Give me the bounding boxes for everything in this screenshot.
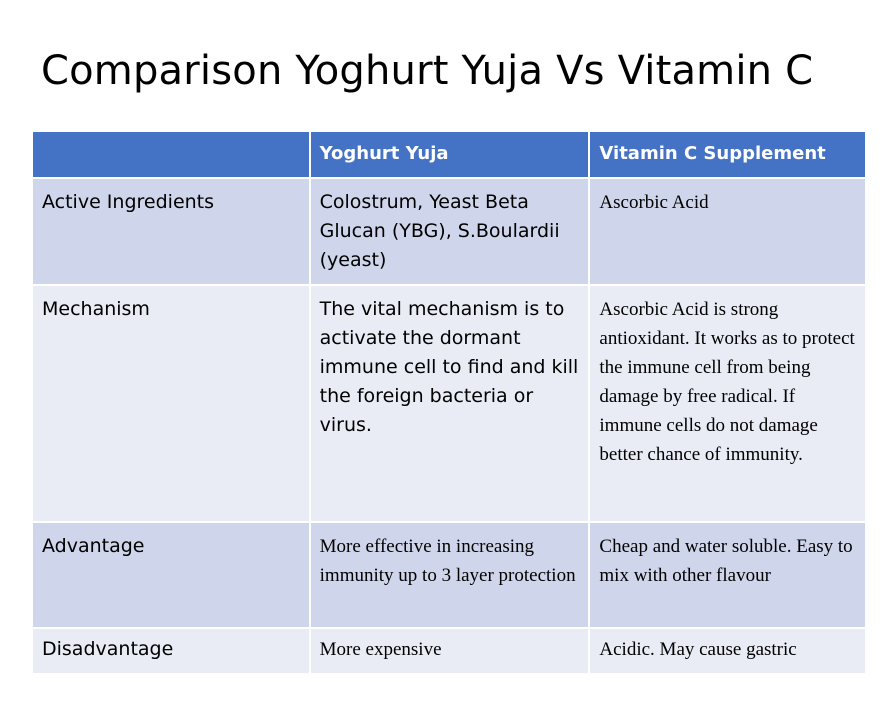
- cell-yuja-advantage: More effective in increasing immunity up to 3 layer protection: [310, 522, 590, 628]
- header-yoghurt-yuja: Yoghurt Yuja: [310, 131, 590, 178]
- header-empty: [32, 131, 310, 178]
- header-vitamin-c: Vitamin C Supplement: [589, 131, 866, 178]
- comparison-table: [31, 130, 867, 675]
- cell-yuja-active-ingredients: Colostrum, Yeast Beta Glucan (YBG), S.Boulardii (yeast): [310, 178, 590, 285]
- cell-vitc-disadvantage: Acidic. May cause gastric: [589, 628, 866, 674]
- cell-vitc-mechanism: Ascorbic Acid is strong antioxidant. It works as to protect the immune cell from being damage by free radical. If immune cells do not damage better chance of immunity.: [589, 285, 866, 522]
- table-row: [32, 522, 866, 628]
- row-label-active-ingredients: Active Ingredients: [32, 178, 310, 285]
- cell-vitc-active-ingredients: Ascorbic Acid: [589, 178, 866, 285]
- slide-title: Comparison Yoghurt Yuja Vs Vitamin C: [41, 48, 814, 94]
- table-row: [32, 178, 866, 285]
- table-header-row: [32, 131, 866, 178]
- row-label-mechanism: Mechanism: [32, 285, 310, 522]
- cell-vitc-advantage: Cheap and water soluble. Easy to mix with other flavour: [589, 522, 866, 628]
- row-label-advantage: Advantage: [32, 522, 310, 628]
- table-row: [32, 628, 866, 674]
- table-row: [32, 285, 866, 522]
- cell-yuja-mechanism: The vital mechanism is to activate the dormant immune cell to find and kill the foreign bacteria or virus.: [310, 285, 590, 522]
- row-label-disadvantage: Disadvantage: [32, 628, 310, 674]
- cell-yuja-disadvantage: More expensive: [310, 628, 590, 674]
